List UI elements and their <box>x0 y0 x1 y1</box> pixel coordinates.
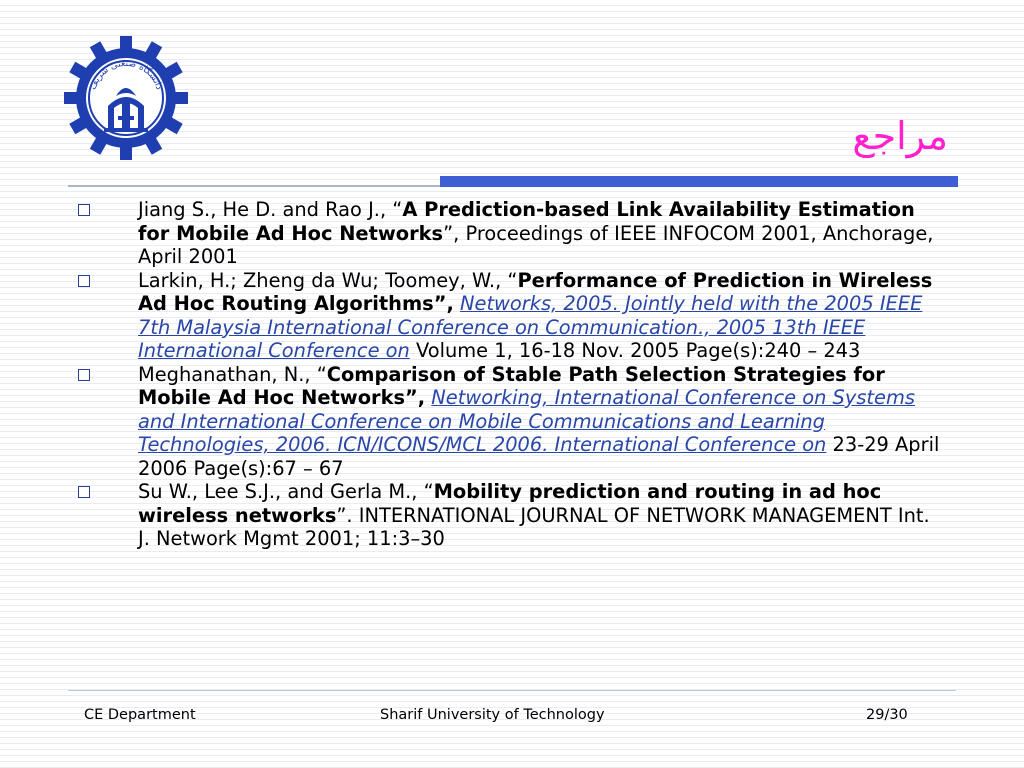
reference-item: Jiang S., He D. and Rao J., “A Prediction-based Link Availability Estimation for Mobile Ad Hoc Networks”, Proceedings of IEEE INFOCOM 2001, Anchorage, April 2001 <box>0 198 1024 269</box>
reference-item: Larkin, H.; Zheng da Wu; Toomey, W., “Performance of Prediction in Wireless Ad Hoc Routing Algorithms”, Networks, 2005. Jointly held with the 2005 IEEE 7th Malaysia International Conference on Communication., 2005 13th IEEE International Conference on Volume 1, 16-18 Nov. 2005 Page(s):240 – 243 <box>0 269 1024 363</box>
reference-title: Comparison of Stable Path Selection Strategies for Mobile Ad Hoc Networks”, <box>138 362 885 409</box>
reference-link[interactable]: Networks, 2005. Jointly held with the 2005 IEEE 7th Malaysia International Conference on Communication., 2005 13th IEEE International Conference on <box>138 292 923 362</box>
title-accent-bar <box>440 176 958 187</box>
reference-title: Mobility prediction and routing in ad hoc wireless networks <box>138 480 882 527</box>
reference-list <box>0 198 1024 551</box>
footer-divider <box>68 690 956 691</box>
square-bullet-icon <box>78 369 90 381</box>
title-underline <box>68 185 440 187</box>
reference-title: Performance of Prediction in Wireless Ad Hoc Routing Algorithms”, <box>138 268 933 315</box>
university-logo <box>64 36 188 160</box>
reference-item: Meghanathan, N., “Comparison of Stable Path Selection Strategies for Mobile Ad Hoc Networks”, Networking, International Conference on Systems and International Conference on Mobile Communications and Learning Technologies, 2006. ICN/ICONS/MCL 2006. International Conference on 23-29 April 2006 Page(s):67 – 67 <box>0 363 1024 481</box>
reference-link[interactable]: Networking, International Conference on Systems and International Conference on Mobile Communications and Learning Technologies, 2006. ICN/ICONS/MCL 2006. International Conference on <box>138 386 915 456</box>
footer-university: Sharif University of Technology <box>380 707 605 723</box>
footer-department: CE Department <box>84 707 196 723</box>
footer-page-number: 29/30 <box>866 707 908 723</box>
square-bullet-icon <box>78 204 90 216</box>
reference-item: Su W., Lee S.J., and Gerla M., “Mobility prediction and routing in ad hoc wireless networks”. INTERNATIONAL JOURNAL OF NETWORK MANAGEMENT Int. J. Network Mgmt 2001; 11:3–30 <box>0 480 1024 551</box>
slide-title: مراجع <box>852 114 948 158</box>
square-bullet-icon <box>78 275 90 287</box>
reference-title: A Prediction-based Link Availability Estimation for Mobile Ad Hoc Networks <box>138 198 915 245</box>
square-bullet-icon <box>78 486 90 498</box>
logo-arc-text: دانشگاه صنعتی شریف <box>88 58 164 92</box>
